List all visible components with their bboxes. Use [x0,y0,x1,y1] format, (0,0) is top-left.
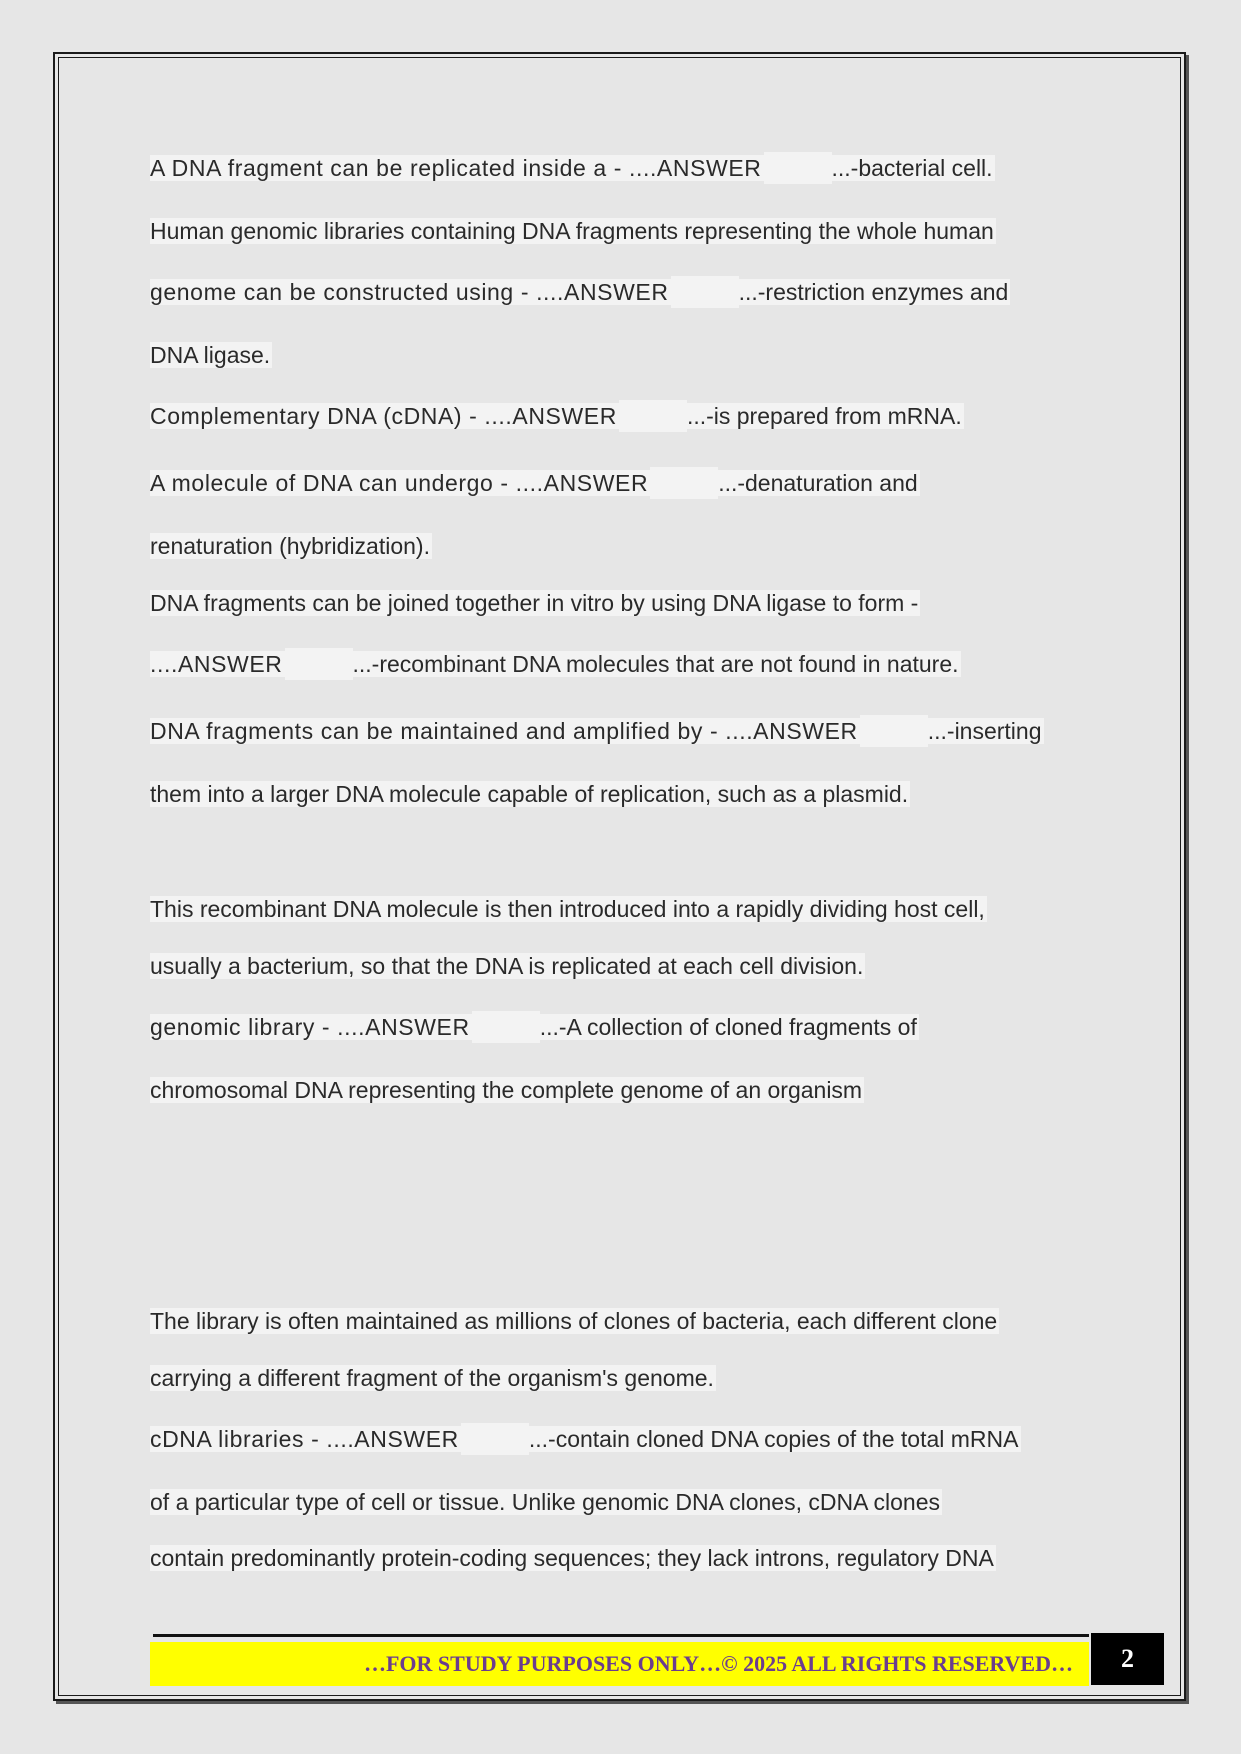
text-line-17 [150,1362,716,1394]
line-12-text: This recombinant DNA molecule is then introduced into a rapidly dividing host cell, [150,896,985,922]
line-3-question: genome can be constructed using - ....ANSWER [150,279,669,305]
line-10-answer: ...-inserting [927,718,1042,744]
line-3-answer: ...-restriction enzymes and [738,279,1009,305]
line-6-answer: ...-denaturation and [718,470,918,496]
text-line-15 [150,1074,864,1106]
text-line-7 [150,530,432,562]
answer-blank-5 [285,648,353,680]
line-10-question: DNA fragments can be maintained and amplified by - ....ANSWER [150,718,858,744]
answer-blank-2 [671,276,739,308]
line-18-question: cDNA libraries - ....ANSWER [150,1426,459,1452]
text-line-3 [150,276,1010,308]
line-18-answer: ...-contain cloned DNA copies of the total mRNA [528,1426,1019,1452]
line-20-text: contain predominantly protein-coding sequences; they lack introns, regulatory DNA [150,1545,994,1571]
line-9-answer: ...-recombinant DNA molecules that are not found in nature. [352,651,959,677]
line-1-question: A DNA fragment can be replicated inside a - ....ANSWER [150,155,762,181]
line-13-text: usually a bacterium, so that the DNA is replicated at each cell division. [150,953,864,979]
line-4-text: DNA ligase. [150,342,271,368]
line-5-question: Complementary DNA (cDNA) - ....ANSWER [150,403,617,429]
text-line-18 [150,1423,1021,1455]
line-8-text: DNA fragments can be joined together in vitro by using DNA ligase to form - [150,590,919,616]
text-line-10 [150,715,1044,747]
text-line-1 [150,152,995,184]
answer-blank-6 [860,715,928,747]
line-11-text: them into a larger DNA molecule capable of replication, such as a plasmid. [150,781,909,807]
footer-divider [153,1634,1089,1637]
footer-bar [150,1642,1089,1686]
text-line-9 [150,648,961,680]
text-line-2 [150,215,996,247]
text-line-4 [150,339,272,371]
line-19-text: of a particular type of cell or tissue. Unlike genomic DNA clones, cDNA clones [150,1489,941,1515]
text-line-5 [150,400,964,432]
answer-blank-4 [650,467,718,499]
line-5-answer: ...-is prepared from mRNA. [686,403,962,429]
answer-blank-8 [461,1423,529,1455]
line-7-text: renaturation (hybridization). [150,533,430,559]
line-17-text: carrying a different fragment of the organism's genome. [150,1365,714,1391]
line-15-text: chromosomal DNA representing the complete genome of an organism [150,1077,863,1103]
footer-notice: …FOR STUDY PURPOSES ONLY…© 2025 ALL RIGHTS RESERVED… [363,1651,1073,1676]
line-16-text: The library is often maintained as millions of clones of bacteria, each different clone [150,1308,998,1334]
text-line-6 [150,467,920,499]
text-line-14 [150,1011,919,1043]
line-2-text: Human genomic libraries containing DNA fragments representing the whole human [150,218,994,244]
answer-blank-1 [764,152,832,184]
line-9-question: ....ANSWER [150,651,283,677]
text-line-19 [150,1486,942,1518]
line-14-question: genomic library - ....ANSWER [150,1014,470,1040]
line-14-answer: ...-A collection of cloned fragments of [539,1014,917,1040]
text-line-8 [150,587,920,619]
text-line-11 [150,778,910,810]
text-line-20 [150,1542,996,1574]
line-1-answer: ...-bacterial cell. [831,155,993,181]
text-line-13 [150,950,865,982]
text-line-16 [150,1305,999,1337]
text-line-12 [150,893,987,925]
answer-blank-7 [472,1011,540,1043]
page-number: 2 [1091,1633,1164,1685]
line-6-question: A molecule of DNA can undergo - ....ANSWER [150,470,649,496]
answer-blank-3 [619,400,687,432]
